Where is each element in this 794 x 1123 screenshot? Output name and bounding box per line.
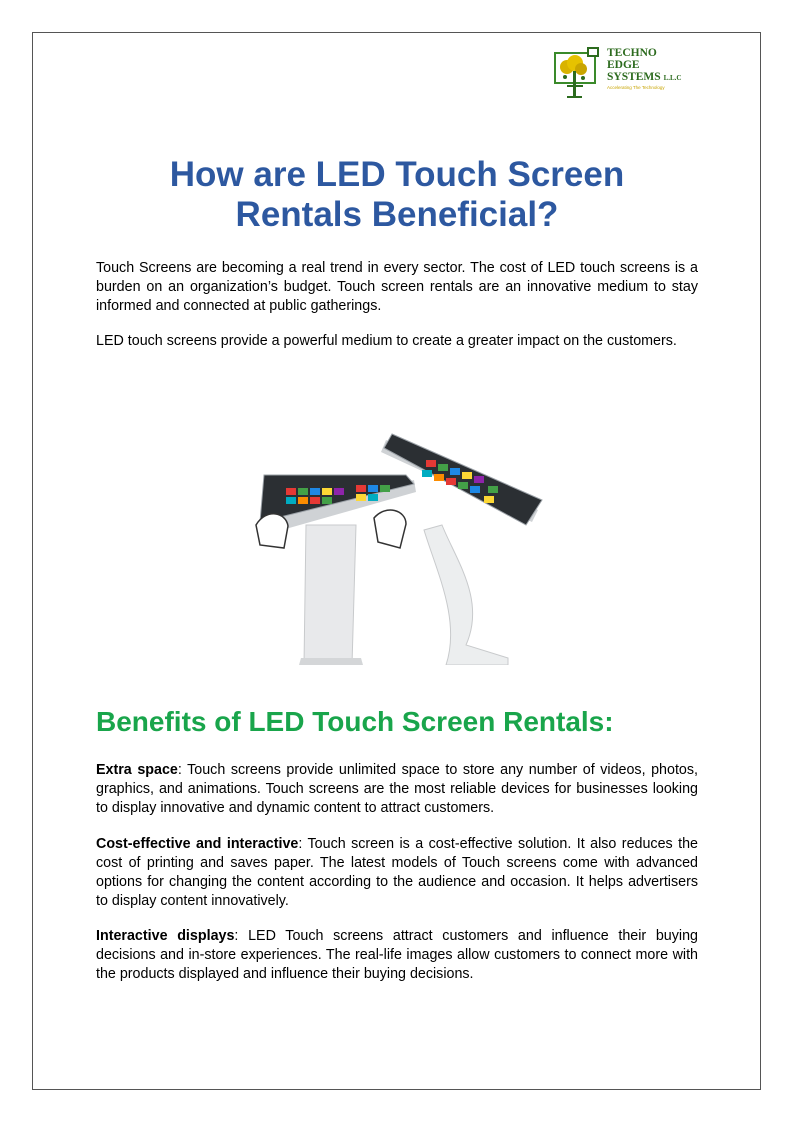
benefit-extra-space [96,761,698,818]
intro-paragraph-1: Touch Screens are becoming a real trend in every sector. The cost of LED touch screens is a burden on an organization’s budget. Touch screen rentals are an innovative medium to stay informed and connected at public gatherings. [96,260,698,314]
logo-wordmark [607,47,681,84]
intro-paragraph-2: LED touch screens provide a powerful medium to create a greater impact on the customers. [96,333,677,349]
logo-tagline: Accelerating The Technology [607,85,665,90]
benefit-cost-effective [96,835,698,911]
logo-line-3: SYSTEMS L.L.C [607,71,682,83]
benefits-heading: Benefits of LED Touch Screen Rentals: [96,706,614,737]
logo-suffix: L.L.C [663,74,682,82]
logo-line-2: EDGE [607,59,640,71]
benefit-interactive-displays [96,927,698,984]
title-line-2: Rentals Beneficial? [235,195,559,234]
logo-tree-icon [553,47,605,99]
benefit-term: Interactive displays [96,928,235,944]
touch-screen-kiosks-image [246,430,546,665]
benefit-term: Extra space [96,762,178,778]
page-title [96,155,698,235]
company-logo [553,45,703,100]
benefit-text: : LED Touch screens attract customers and influence their buying decisions and in-store experiences. The real-life images allow customers to connect more with the products displayed and influence their buying decisions. [96,928,698,982]
logo-line-1: TECHNO [607,47,657,59]
benefit-term: Cost-effective and interactive [96,836,299,852]
benefit-text: : Touch screen is a cost-effective solution. It also reduces the cost of printing and saves paper. The latest models of Touch screens come with advanced options for changing the content according to the audience and occasion. It helps advertisers to display content innovatively. [96,836,698,909]
title-line-1: How are LED Touch Screen [169,155,625,194]
benefit-text: : Touch screens provide unlimited space to store any number of videos, photos, graphics, and animations. Touch screens are the most reliable devices for businesses looking to display innovative and dynamic content to attract customers. [96,762,698,816]
